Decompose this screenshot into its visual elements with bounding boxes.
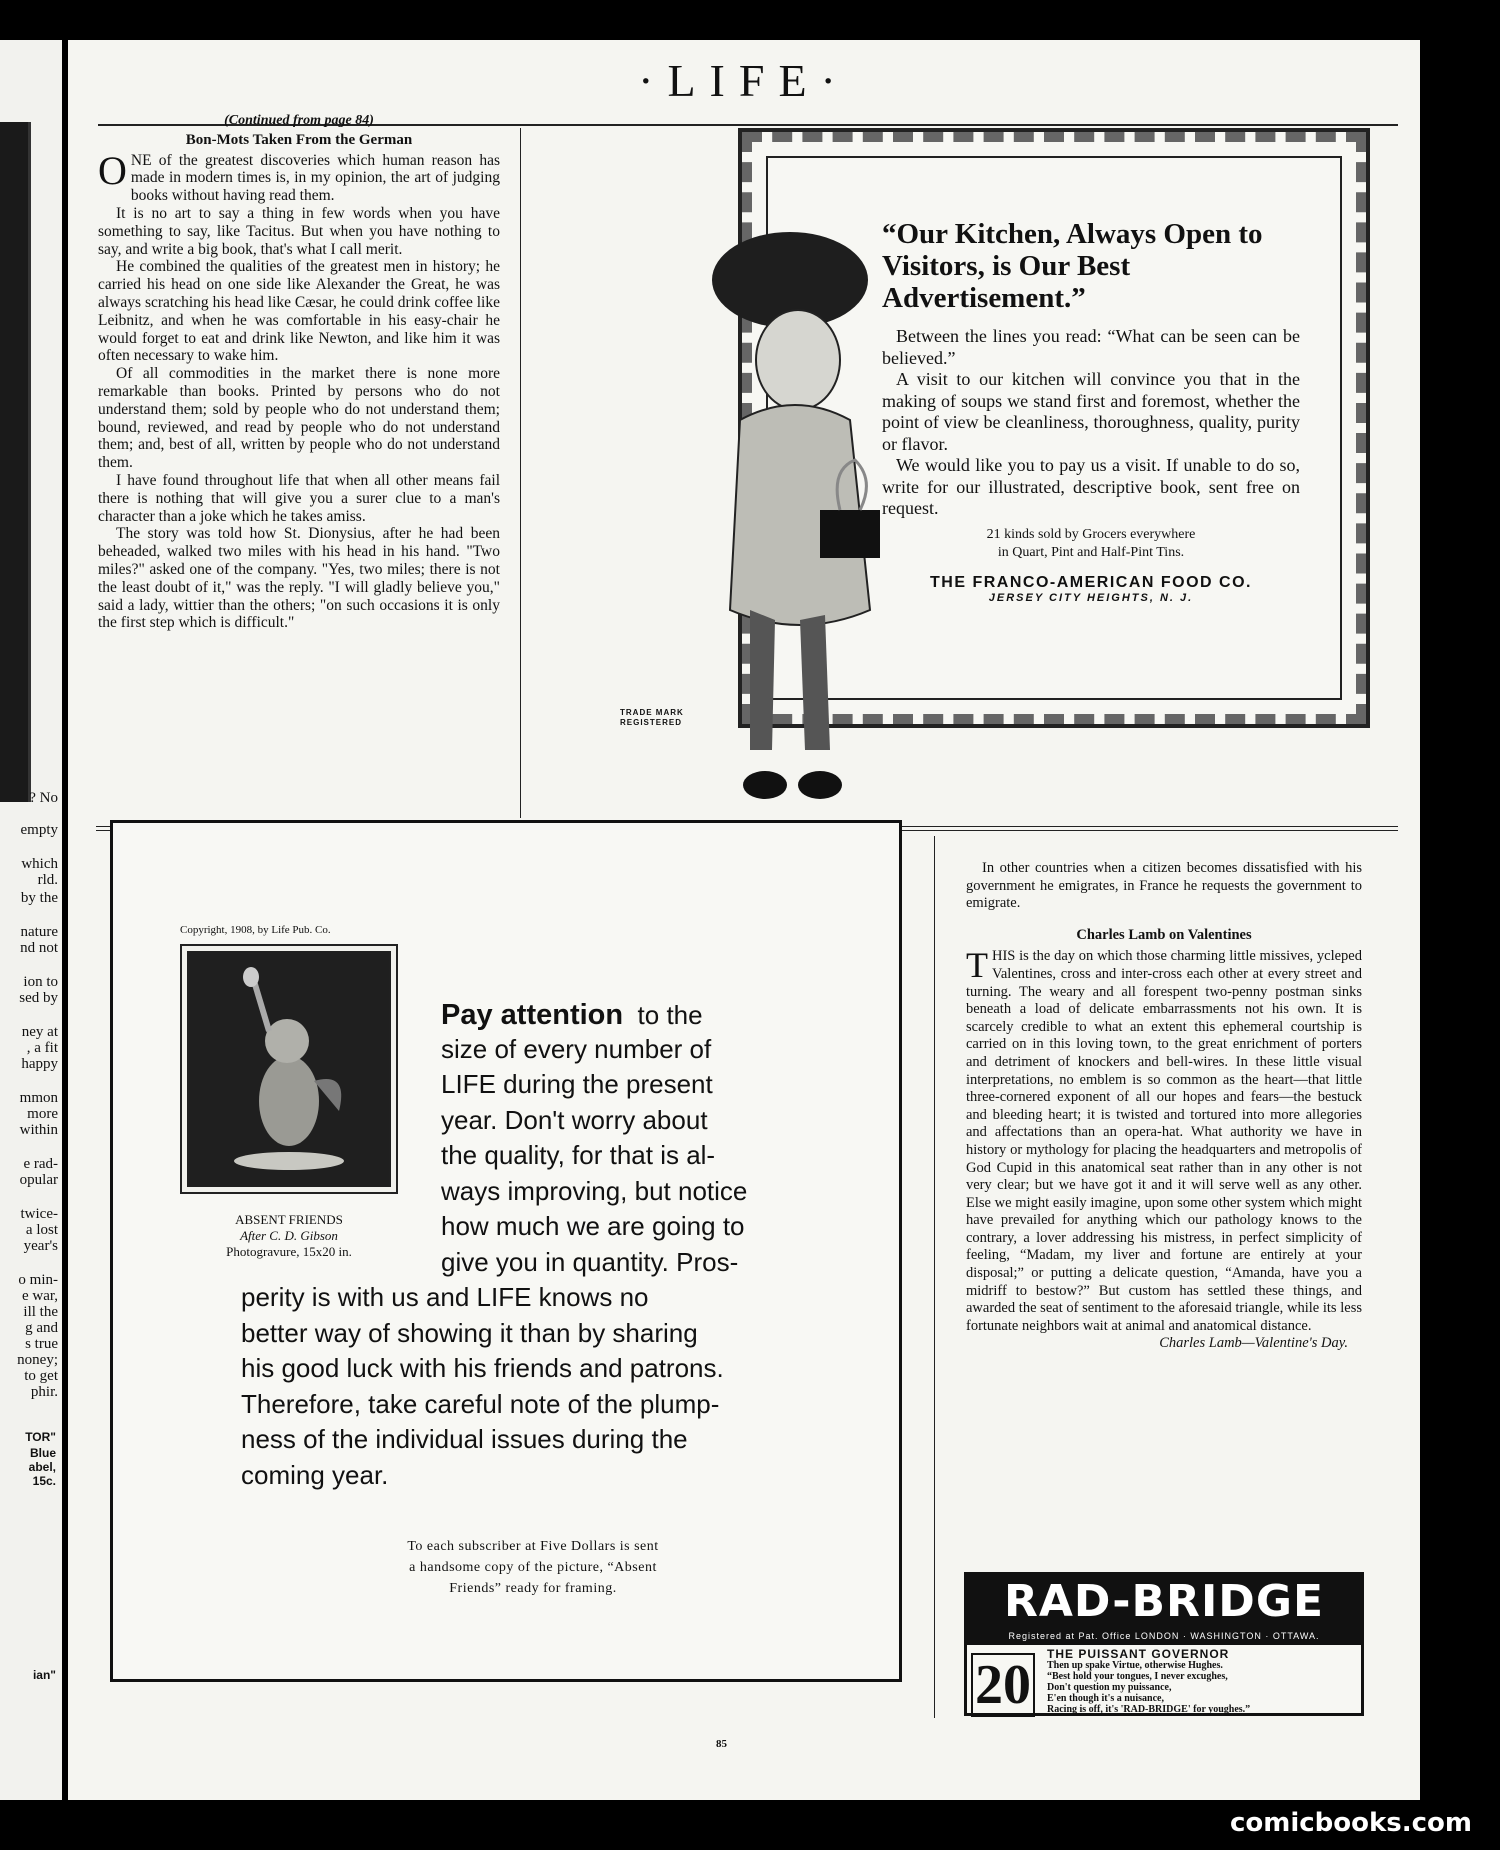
left-page-fragment: e war, bbox=[21, 1288, 58, 1304]
franco-american-ad-text bbox=[882, 218, 1300, 604]
left-page-ad-fragment: Blue bbox=[29, 1446, 56, 1460]
left-page-fragment: year's bbox=[23, 1238, 58, 1254]
magazine-page bbox=[68, 40, 1420, 1800]
valentines-heading: Charles Lamb on Valentines bbox=[1076, 926, 1252, 943]
rad-bridge-ad bbox=[964, 1572, 1364, 1716]
picture-caption: ABSENT FRIENDS After C. D. Gibson Photogravure, 15x20 in. bbox=[226, 1212, 352, 1259]
left-page-ad-fragment: TOR" bbox=[25, 1430, 56, 1444]
left-page-fragment: g and bbox=[25, 1320, 58, 1336]
rad-bridge-banner bbox=[967, 1575, 1361, 1645]
left-page-fragment: nature bbox=[20, 924, 58, 940]
left-page-fragment: sed by bbox=[19, 990, 58, 1006]
left-page-fragment: ion to bbox=[23, 974, 58, 990]
left-page-fragment: to get bbox=[24, 1368, 58, 1384]
left-page-fragment: a lost bbox=[25, 1222, 58, 1238]
ad-line: LIFE during the present bbox=[441, 1069, 713, 1099]
ad-line: perity is with us and LIFE knows no bbox=[241, 1282, 649, 1312]
page-number: 85 bbox=[716, 1738, 727, 1750]
left-page-fragment: e rad- bbox=[23, 1156, 58, 1172]
left-page-strip bbox=[0, 40, 62, 1800]
bon-mots-paragraph: I have found throughout life that when all other means fail there is nothing that will give you a surer clue to a man's character than a joke which he takes amiss. bbox=[98, 471, 500, 525]
cupid-photogravure bbox=[187, 951, 391, 1187]
left-page-fragment: , a fit bbox=[26, 1040, 58, 1056]
ad-line: ness of the individual issues during the bbox=[241, 1424, 688, 1454]
subscriber-note: To each subscriber at Five Dollars is sent a handsome copy of the picture, “Absent Friends” ready for framing. bbox=[407, 1539, 659, 1596]
left-page-fragment: ill the bbox=[23, 1304, 58, 1320]
bon-mots-paragraph: He combined the qualities of the greatest men in history; he carried his head on one side like Alexander the Great, he was always scratching his head like Cæsar, he could drink coffee like Leibnitz, and when he was comfortable in his easy-chair he would forget to eat and drink like Newton, and like him it was often necessary to wake him. bbox=[98, 258, 500, 365]
ad-line: the quality, for that is al- bbox=[441, 1140, 716, 1170]
continued-note: (Continued from page 84) bbox=[224, 113, 374, 128]
left-page-fragment: twice- bbox=[20, 1206, 58, 1222]
left-page-fragment: noney; bbox=[17, 1352, 58, 1368]
ad-line: year. Don't worry about bbox=[441, 1104, 708, 1135]
ad-line: give you in quantity. Pros- bbox=[441, 1246, 739, 1277]
trademark-note: TRADE MARK REGISTERED bbox=[620, 708, 684, 727]
ad-lead: Pay attention bbox=[441, 999, 624, 1031]
rad-bridge-number: 20 bbox=[971, 1653, 1035, 1717]
left-page-fragment: within bbox=[19, 1122, 58, 1138]
valentines-signature: Charles Lamb—Valentine's Day. bbox=[1159, 1335, 1348, 1352]
valentines-column bbox=[966, 860, 1362, 1353]
ad-line: how much we are going to bbox=[441, 1211, 745, 1241]
column-divider bbox=[934, 836, 935, 1718]
left-page-fragment: opular bbox=[19, 1172, 58, 1188]
left-page-fragment: ? No bbox=[29, 790, 58, 806]
left-page-ad-fragment: abel, bbox=[28, 1460, 56, 1474]
rad-bridge-title: RAD-BRIDGE bbox=[1003, 1576, 1325, 1627]
ad-headline: “Our Kitchen, Always Open to Visitors, is Our Best Advertisement.” bbox=[882, 218, 1263, 314]
left-page-fragment: rld. bbox=[37, 872, 58, 888]
left-page-fragment: o min- bbox=[18, 1272, 58, 1288]
bon-mots-paragraph: ONE of the greatest discoveries which human reason has made in modern times is, in my opinion, the art of judging books without having read them. bbox=[98, 147, 500, 205]
ad-line: size of every number of bbox=[441, 1033, 712, 1064]
site-watermark: comicbooks.com bbox=[1229, 1808, 1472, 1838]
ad-line: Therefore, take careful note of the plump- bbox=[241, 1388, 720, 1419]
emigrate-paragraph: In other countries when a citizen becomes dissatisfied with his government he emigrates, in France he requests the government to emigrate. bbox=[966, 860, 1362, 912]
rad-bridge-governor: THE PUISSANT GOVERNOR bbox=[1047, 1647, 1230, 1661]
ad-company-name: THE FRANCO-AMERICAN FOOD CO. bbox=[930, 573, 1252, 591]
bon-mots-column bbox=[98, 112, 500, 632]
drop-cap: O bbox=[98, 147, 127, 193]
ad-line: to the bbox=[637, 1000, 703, 1030]
ad-line: ways improving, but notice bbox=[441, 1175, 748, 1206]
column-divider bbox=[520, 128, 521, 818]
left-page-fragment: empty bbox=[20, 822, 58, 838]
ad-line: coming year. bbox=[241, 1459, 389, 1490]
absent-friends-picture bbox=[180, 944, 398, 1194]
ad-company-address: JERSEY CITY HEIGHTS, N. J. bbox=[988, 591, 1194, 604]
drop-cap: T bbox=[966, 945, 988, 986]
left-page-ad-fragment: 15c. bbox=[32, 1474, 56, 1488]
masthead: ·LIFE· bbox=[638, 55, 850, 106]
left-page-photo bbox=[0, 122, 31, 802]
ad-body: Between the lines you read: “What can be seen can be believed.” A visit to our kitchen will convince you that in the making of soups we stand first and foremost, whether the point of view be cleanliness, thoroughness, quality, purity or flavor. We would like you to pay us a visit. If unable to do so, write for our illustrated, descriptive book, sent free on request. bbox=[882, 326, 1300, 518]
left-page-fragment: more bbox=[27, 1106, 58, 1122]
valentines-body: THIS is the day on which those charming little missives, ycleped Valentines, cross and inter-cross each other at every street and turning. The weary and all forespent two-penny postman sinks beneath a load of delicate embarrassments not his own. It is scarcely credible to what an extent this ephemeral courtship is carried on in this loving town, to the great enrichment of porters and detriment of knockers and bell-wires. In these little visual interpretations, no emblem is so common as the heart—that little three-cornered exponent of all our hopes and fears—the bestuck and bleeding heart; it is twisted and tortured into more allegories and affectations than an opera-hat. What authority we have in history or mythology for placing the headquarters and metropolis of God Cupid in this anatomical seat rather than in any other is not very clear; but we have got it and it will serve well as any other. Else we might easily imagine, upon some other system which might have prevailed for anything which our pathology knows to the contrary, a lover addressing his mistress, in perfect simplicity of feeling, “Madam, my liver and fortune are entirely at your disposal;” or putting a delicate question, “Amanda, have you a midriff to bestow?” But custom has settled these things, and awarded the seat of sentiment to the aforesaid triangle, while its less fortunate neighbors wait at animal and anatomical distance. bbox=[966, 945, 1362, 1334]
bon-mots-heading: Bon-Mots Taken From the German bbox=[185, 131, 413, 148]
bon-mots-paragraph: It is no art to say a thing in few words when you have something to say, like Tacitus. But when you have nothing to say, and write a big book, that's what I call merit. bbox=[98, 204, 500, 258]
ad-line: better way of showing it than by sharing bbox=[241, 1317, 698, 1348]
rad-bridge-registered: Registered at Pat. Office LONDON · WASHINGTON · OTTAWA. bbox=[1008, 1631, 1320, 1641]
rad-bridge-verse: THE PUISSANT GOVERNOR Then up spake Virtue, otherwise Hughes. “Best hold your tongues, I never excughes, Don't question my puissance, E'en though it's a nuisance, Racing is off, it's 'RAD-BRIDGE' for youghes.” bbox=[1047, 1649, 1355, 1715]
left-page-fragment: which bbox=[21, 856, 58, 872]
left-page-ad-fragment: ian" bbox=[32, 1668, 56, 1682]
copyright-note: Copyright, 1908, by Life Pub. Co. bbox=[180, 924, 331, 936]
ad-kinds-note: 21 kinds sold by Grocers everywhere in Quart, Pint and Half-Pint Tins. bbox=[986, 526, 1196, 560]
bon-mots-paragraph: The story was told how St. Dionysius, after he had been beheaded, walked two miles with his head in his hand. "Two miles?" asked one of the company. "Yes, two miles; there is not the least doubt of it," was the reply. "I will gladly believe you," said a lady, wittier than the others; "on such occasions it is only the first step which is difficult." bbox=[98, 525, 500, 632]
left-page-fragment: s true bbox=[25, 1336, 58, 1352]
left-page-fragment: mmon bbox=[19, 1090, 58, 1106]
left-page-fragment: by the bbox=[20, 890, 58, 906]
left-page-fragment: ney at bbox=[21, 1024, 58, 1040]
left-page-fragment: nd not bbox=[20, 940, 58, 956]
ad-line: his good luck with his friends and patrons. bbox=[241, 1353, 724, 1383]
left-page-fragment: happy bbox=[21, 1056, 58, 1072]
bon-mots-paragraph: Of all commodities in the market there is none more remarkable than books. Printed by persons who do not understand them; sold by people who do not understand them; bound, reviewed, and read by people who do not understand them; and, best of all, written by people who do not understand them. bbox=[98, 365, 500, 472]
left-page-fragment: phir. bbox=[30, 1384, 58, 1400]
